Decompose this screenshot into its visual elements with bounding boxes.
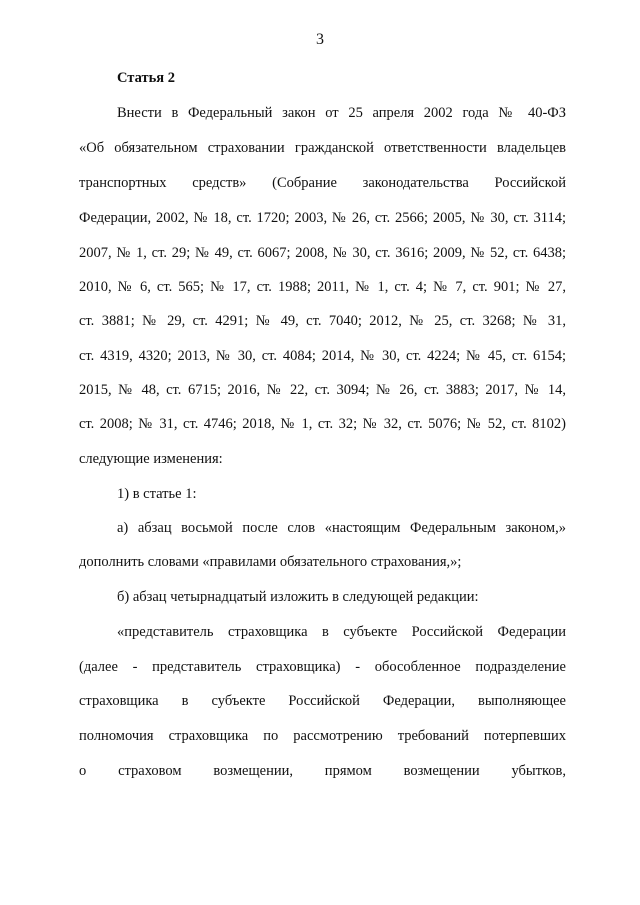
paragraph-line: ст. 3881; № 29, ст. 4291; № 49, ст. 7040; 2012, № 25, ст. 3268; № 31, bbox=[79, 313, 566, 329]
paragraph-line: транспортных средств» (Собрание законодательства Российской bbox=[79, 175, 566, 191]
paragraph-line: Внести в Федеральный закон от 25 апреля 2002 года № 40-ФЗ bbox=[117, 105, 566, 121]
article-heading: Статья 2 bbox=[117, 70, 175, 86]
paragraph-line: о страховом возмещении, прямом возмещении убытков, bbox=[79, 763, 566, 779]
page-number: 3 bbox=[316, 31, 324, 48]
paragraph-line: полномочия страховщика по рассмотрению требований потерпевших bbox=[79, 728, 566, 744]
paragraph-line: Федерации, 2002, № 18, ст. 1720; 2003, № 26, ст. 2566; 2005, № 30, ст. 3114; bbox=[79, 210, 566, 226]
paragraph-line: 2010, № 6, ст. 565; № 17, ст. 1988; 2011, № 1, ст. 4; № 7, ст. 901; № 27, bbox=[79, 279, 566, 295]
paragraph-line: (далее - представитель страховщика) - обособленное подразделение bbox=[79, 659, 566, 675]
paragraph-line: страховщика в субъекте Российской Федерации, выполняющее bbox=[79, 693, 566, 709]
paragraph-line: следующие изменения: bbox=[79, 451, 223, 467]
paragraph-line: 2007, № 1, ст. 29; № 49, ст. 6067; 2008, № 30, ст. 3616; 2009, № 52, ст. 6438; bbox=[79, 245, 566, 261]
list-item: 1) в статье 1: bbox=[117, 486, 197, 502]
paragraph-line: ст. 2008; № 31, ст. 4746; 2018, № 1, ст. 32; № 32, ст. 5076; № 52, ст. 8102) bbox=[79, 416, 566, 432]
paragraph-line: «представитель страховщика в субъекте Российской Федерации bbox=[117, 624, 566, 640]
paragraph-line: дополнить словами «правилами обязательного страхования,»; bbox=[79, 554, 462, 570]
paragraph-line: «Об обязательном страховании гражданской ответственности владельцев bbox=[79, 140, 566, 156]
paragraph-line: а) абзац восьмой после слов «настоящим Федеральным законом,» bbox=[117, 520, 566, 536]
paragraph-line: ст. 4319, 4320; 2013, № 30, ст. 4084; 2014, № 30, ст. 4224; № 45, ст. 6154; bbox=[79, 348, 566, 364]
paragraph-line: б) абзац четырнадцатый изложить в следующей редакции: bbox=[117, 589, 479, 605]
paragraph-line: 2015, № 48, ст. 6715; 2016, № 22, ст. 3094; № 26, ст. 3883; 2017, № 14, bbox=[79, 382, 566, 398]
